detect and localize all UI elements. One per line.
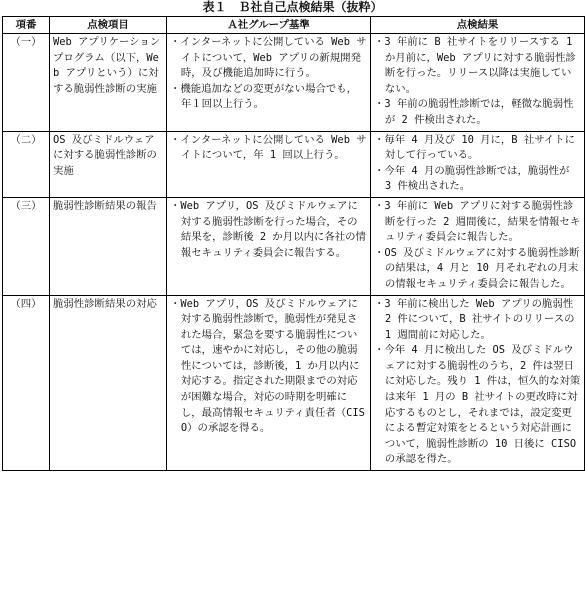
- group-standard: [167, 197, 371, 295]
- inspection-result: [371, 34, 585, 132]
- result-bullet: ・3 年前に検出した Web アプリの脆弱性 2 件について，B 社サイトのリリースの 1 週間前に対応した。: [374, 297, 575, 341]
- table-row: [3, 34, 585, 132]
- group-standard: [167, 295, 371, 471]
- group-standard: [167, 34, 371, 132]
- header-no: 項番: [3, 17, 50, 34]
- row-number: （四）: [3, 295, 50, 471]
- group-standard: [167, 131, 371, 197]
- inspection-item: 脆弱性診断結果の報告: [50, 197, 167, 295]
- row-number: （一）: [3, 34, 50, 132]
- header-item: 点検項目: [50, 17, 167, 34]
- standard-bullet: ・Web アプリ，OS 及びミドルウェアに対する脆弱性診断を行った場合，その結果を，診断後 2 か月以内に各社の情報セキュリティ委員会に報告する。: [170, 199, 366, 259]
- row-number: （二）: [3, 131, 50, 197]
- table-caption: 表１ Ｂ社自己点検結果（抜粋）: [202, 0, 383, 14]
- standard-bullet: ・インターネットに公開している Web サイトについて，Web アプリの新規開発時，及び機能追加時に行う。: [170, 36, 367, 80]
- header-result: 点検結果: [371, 17, 585, 34]
- inspection-item: 脆弱性診断結果の対応: [50, 295, 167, 471]
- table-row: [3, 295, 585, 471]
- table-row: [3, 197, 585, 295]
- inspection-result: [371, 131, 585, 197]
- result-bullet: ・今年 4 月に検出した OS 及びミドルウェアに対する脆弱性のうち，2 件は翌日に対応した。残り 1 件は，恒久的な対策は来年 1 月の B 社サイトの更改時に対応するものとし，それまでは，設定変更による暫定対策をとるという対応計画について，脆弱性診断の 10 日後に CISO の承認を得た。: [374, 344, 581, 466]
- inspection-item: OS 及びミドルウェアに対する脆弱性診断の実施: [50, 131, 167, 197]
- result-bullet: ・OS 及びミドルウェアに対する脆弱性診断の結果は，4 月と 10 月それぞれの月末の情報セキュリティ委員会に報告した。: [374, 246, 580, 290]
- header-standard: Ａ社グループ基準: [167, 17, 371, 34]
- header-row: [3, 17, 585, 34]
- table-row: [3, 131, 585, 197]
- result-bullet: ・今年 4 月の脆弱性診断では，脆弱性が 3 件検出された。: [374, 164, 570, 193]
- result-bullet: ・3 年前に Web アプリに対する脆弱性診断を行った 2 週間後に，結果を情報セキュリティ委員会に報告した。: [374, 199, 581, 244]
- result-bullet: ・毎年 4 月及び 10 月に，B 社サイトに対して行っている。: [374, 133, 576, 162]
- standard-bullet: ・Web アプリ，OS 及びミドルウェアに対する脆弱性診断で，脆弱性が発見された場合，緊急を要する脆弱性については，速やかに対応し，その他の脆弱性については，診断後，1 か月以内に対応する。指定された期限までの対応が困難な場合，対応の時期を明確にし，最高情報セキュリティ責任者（CISO）の承認を得る。: [170, 297, 365, 435]
- standard-bullet: ・インターネットに公開している Web サイトについて，年 1 回以上行う。: [170, 133, 367, 162]
- result-bullet: ・3 年前の脆弱性診断では，軽微な脆弱性が 2 件検出された。: [374, 98, 574, 126]
- inspection-item: Web アプリケーションプログラム（以下，Web アプリという）に対する脆弱性診断の実施: [50, 34, 167, 132]
- self-inspection-table: [2, 16, 585, 471]
- standard-bullet: ・機能追加などの変更がない場合でも，年１回以上行う。: [170, 82, 358, 111]
- inspection-result: [371, 295, 585, 471]
- inspection-result: [371, 197, 585, 295]
- row-number: （三）: [3, 197, 50, 295]
- result-bullet: ・3 年前に B 社サイトをリリースする 1 か月前に，Web アプリに対する脆弱性診断を行った。リリース以降は実施していない。: [374, 36, 576, 95]
